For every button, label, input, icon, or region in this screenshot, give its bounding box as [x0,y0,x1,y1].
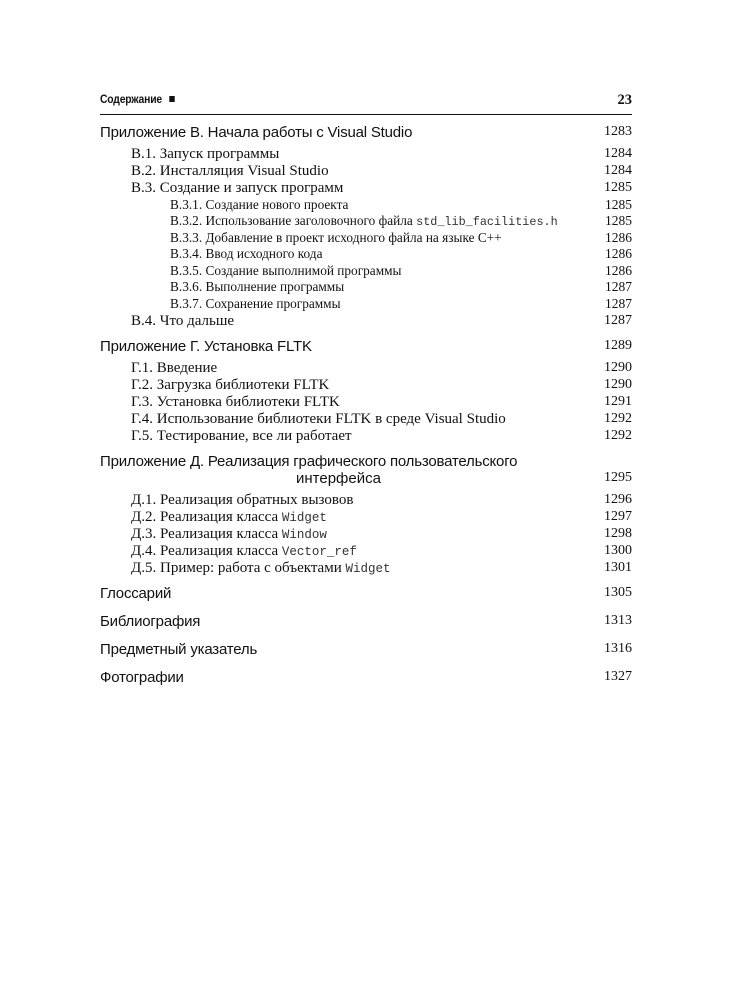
toc-entry-page: 1290 [604,360,632,375]
toc-entry-page: 1291 [604,394,632,409]
toc-entry-title: В.4. Что дальше [131,313,235,329]
toc-entry-page: 1292 [604,428,632,443]
toc-entry-page: 1290 [604,377,632,392]
toc-entry-title: Д.2. Реализация класса Widget [131,509,327,525]
toc-entry-title: В.3.7. Сохранение программы [170,296,341,311]
running-header-section [100,94,175,106]
toc-entry-code: Window [281,528,327,542]
toc-entry-title: В.3.2. Использование заголовочного файла std_lib_facilities.h [170,213,558,229]
toc-entry-page: 1297 [604,509,632,524]
toc-entry-title: Д.3. Реализация класса Window [131,526,327,542]
toc-entry-code: Widget [345,562,391,576]
toc-entry-page: 1292 [604,411,632,426]
toc-entry-title: В.3.1. Создание нового проекта [170,197,349,212]
header-rule [100,114,632,115]
header-section-title: Содержание [100,94,162,106]
toc-entry-title: Г.4. Использование библиотеки FLTK в среде Visual Studio [131,411,506,427]
toc-entry-page: 1286 [605,263,632,278]
toc-entry-title: Г.2. Загрузка библиотеки FLTK [131,377,330,393]
toc-entry-title: В.3.4. Ввод исходного кода [170,246,323,261]
toc-entry-page: 1283 [604,124,632,139]
square-bullet-icon [169,96,174,102]
toc-entry-page: 1298 [604,526,632,541]
toc-entry-page: 1316 [604,641,632,656]
toc-entry-title: интерфейса [296,470,381,487]
toc-entry-title: Г.5. Тестирование, все ли работает [131,428,352,444]
toc-entry-page: 1284 [604,146,632,161]
toc-entry-title: Приложение В. Начала работы с Visual Studio [100,124,413,141]
toc-entry-title: Д.1. Реализация обратных вызовов [131,492,354,508]
toc-entry-title: Фотографии [100,669,184,686]
toc-entry-page: 1289 [604,338,632,353]
toc-entry-page: 1313 [604,613,632,628]
toc-entry-page: 1284 [604,163,632,178]
toc-entry-page: 1305 [604,585,632,600]
toc-entry-title: Г.1. Введение [131,360,218,376]
toc-entry-title: В.3. Создание и запуск программ [131,180,344,196]
toc-entry-title: Приложение Д. Реализация графического пользовательского [100,453,518,470]
toc-entry-page: 1295 [604,470,632,485]
toc-entry-page: 1301 [604,560,632,575]
toc-entry-page: 1285 [605,213,632,228]
toc-entry-page: 1285 [604,180,632,195]
toc-entry-title: Библиография [100,613,201,630]
toc-entry-title: Глоссарий [100,585,172,602]
toc-entry-title: Д.4. Реализация класса Vector_ref [131,543,357,559]
toc-entry-page: 1327 [604,669,632,684]
page-number: 23 [617,92,632,108]
toc-entry-title: В.2. Инсталляция Visual Studio [131,163,329,179]
toc-entry-title: Приложение Г. Установка FLTK [100,338,312,355]
toc-entry-title: В.3.5. Создание выполнимой программы [170,263,402,278]
toc-entry-title: Предметный указатель [100,641,258,658]
toc-entry-code: Vector_ref [281,545,357,559]
toc-entry-title: В.1. Запуск программы [131,146,280,162]
toc-entry-page: 1286 [605,246,632,261]
toc-entry-page: 1287 [604,313,632,328]
running-header [100,92,632,110]
toc-entry-page: 1286 [605,230,632,245]
toc-entry-title: Г.3. Установка библиотеки FLTK [131,394,340,410]
toc-entry-page: 1296 [604,492,632,507]
toc-entry-page: 1285 [605,197,632,212]
toc-entry-code: Widget [281,511,327,525]
toc-entry-title: Д.5. Пример: работа с объектами Widget [131,560,391,576]
toc-entry-page: 1300 [604,543,632,558]
toc-entry-page: 1287 [605,279,632,294]
toc-entry-page: 1287 [605,296,632,311]
toc-entry-code: std_lib_facilities.h [416,215,558,229]
toc-entry-title: В.3.3. Добавление в проект исходного файла на языке C++ [170,230,502,245]
toc-entry-title: В.3.6. Выполнение программы [170,279,345,294]
